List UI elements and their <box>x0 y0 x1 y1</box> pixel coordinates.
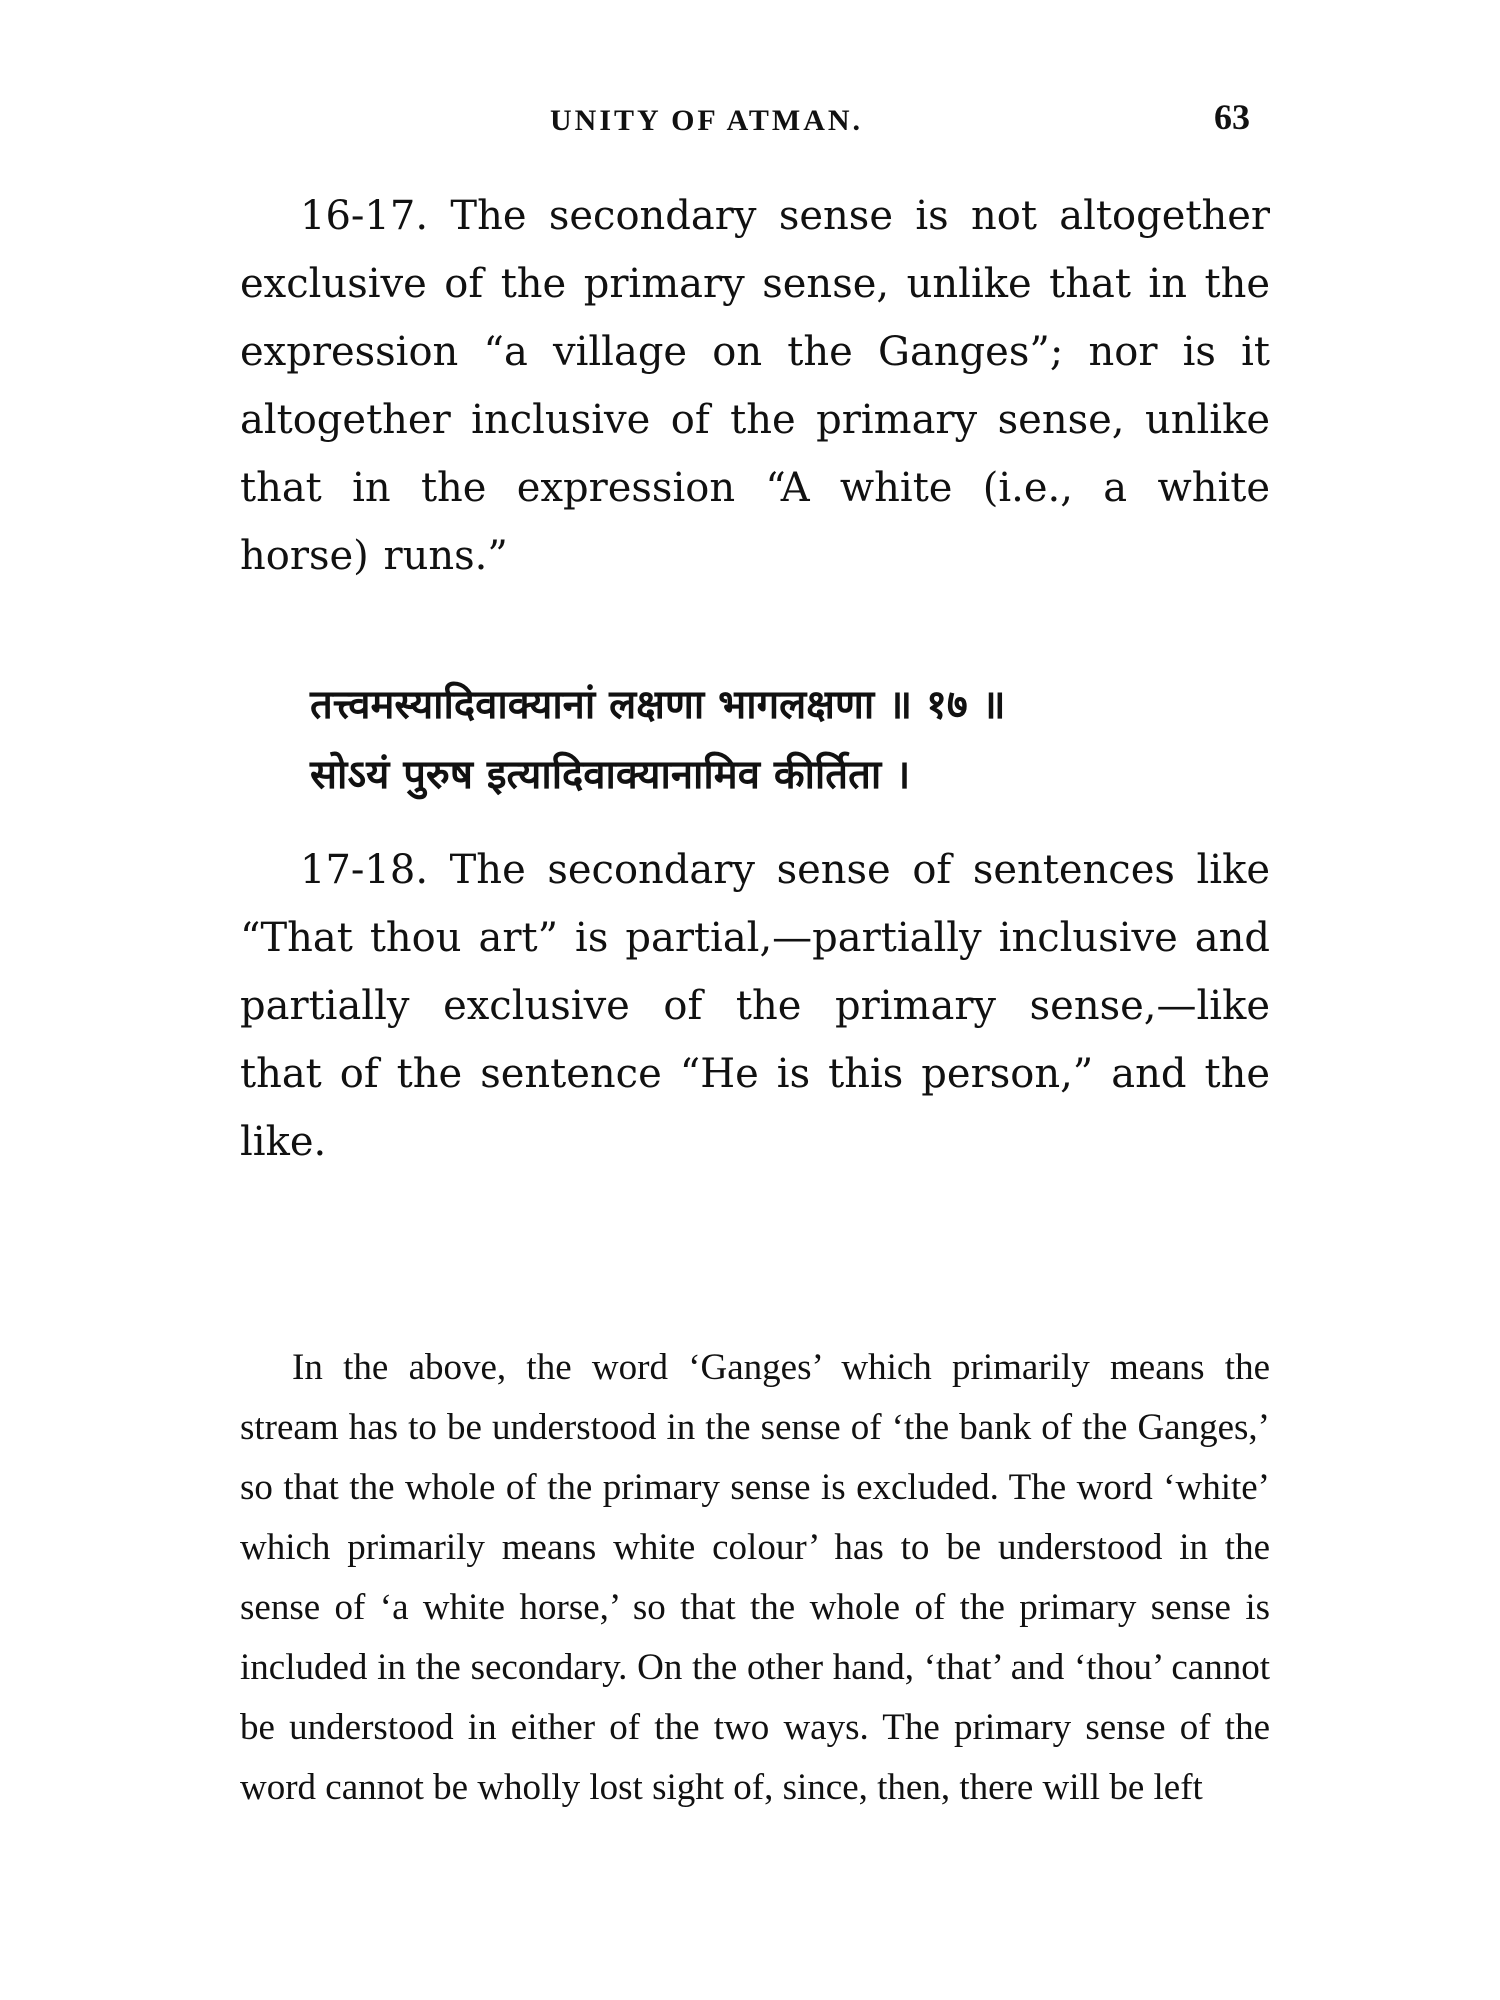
commentary <box>240 1338 1270 1818</box>
sanskrit-line-2: सोऽयं पुरुष इत्यादिवाक्यानामिव कीर्तिता । <box>310 752 911 798</box>
commentary-text: In the above, the word ‘Ganges’ which primarily means the stream has to be understood in the sense of ‘the bank of the Ganges,’ so that the whole of the primary sense is excluded. The word ‘white’ which primarily means white colour’ has to be understood in the sense of ‘a white horse,’ so that the whole of the primary sense is included in the secondary. On the other hand, ‘that’ and ‘thou’ cannot be understood in either of the two ways. The primary sense of the word cannot be wholly lost sight of, since, then, there will be left <box>240 1347 1270 1808</box>
sanskrit-verse <box>310 670 1270 810</box>
verse-16-17 <box>240 182 1270 590</box>
sanskrit-line-1: तत्त्वमस्यादिवाक्यानां लक्षणा भागलक्षणा ॥ १७ ॥ <box>310 682 1006 728</box>
running-title: UNITY OF ATMAN. <box>550 104 864 137</box>
verse-16-17-text: 16-17. The secondary sense is not altogether exclusive of the primary sense, unlike that in the expression “a village on the Ganges”; nor is it altogether inclusive of the primary sense, unlike that in the expression “A white (i.e., a white horse) runs.” <box>240 193 1270 579</box>
book-page <box>240 90 1270 1950</box>
page-number: 63 <box>1214 97 1250 137</box>
verse-17-18 <box>240 836 1270 1176</box>
page-header <box>240 90 1270 150</box>
verse-17-18-text: 17-18. The secondary sense of sentences like “That thou art” is partial,—partially inclusive and partially exclusive of the primary sense,—like that of the sentence “He is this person,” and the like. <box>240 847 1270 1165</box>
